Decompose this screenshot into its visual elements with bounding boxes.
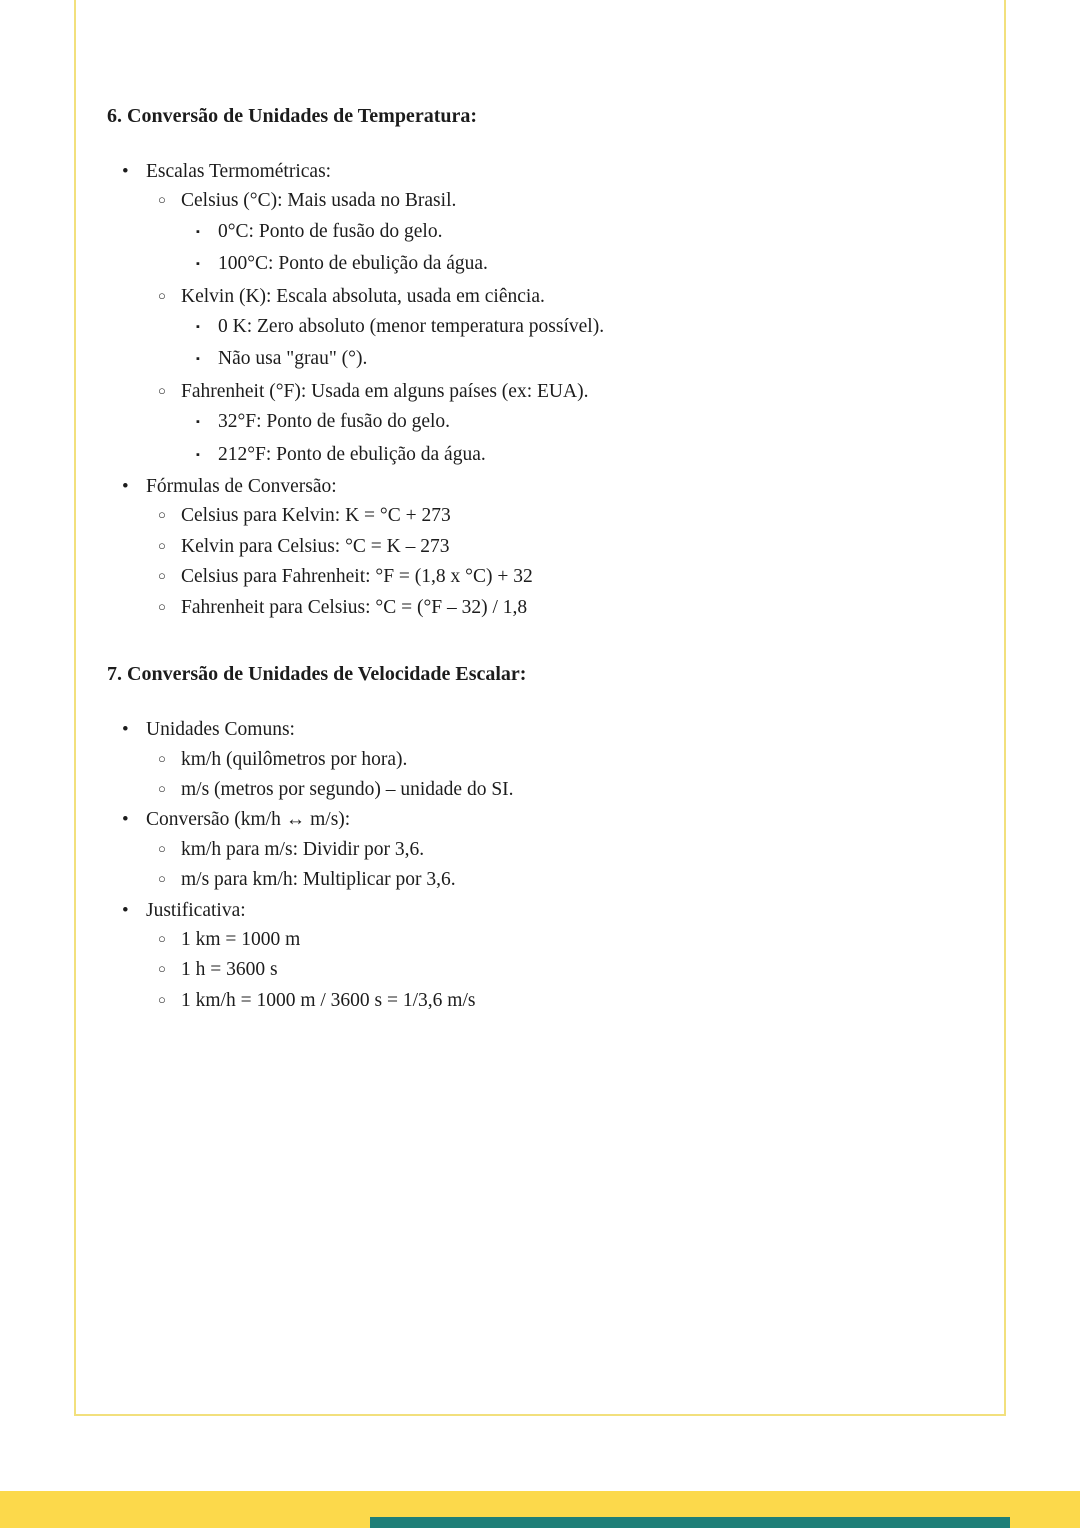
list-item-text: 0 K: Zero absoluto (menor temperatura possível).	[218, 316, 605, 338]
list-item-text: Fahrenheit (°F): Usada em alguns países (ex: EUA).	[181, 380, 589, 402]
list-item	[107, 715, 947, 744]
list-item	[107, 407, 947, 439]
list-item	[107, 925, 947, 955]
circle-bullet-icon: ○	[158, 537, 166, 553]
bottom-teal-bar	[370, 1517, 1010, 1528]
list-item-text: 32°F: Ponto de fusão do gelo.	[218, 411, 451, 433]
bullet-icon: •	[122, 899, 129, 921]
list-item-text: m/s para km/h: Multiplicar por 3,6.	[181, 869, 456, 891]
list-item-text: Conversão (km/h ↔ m/s):	[146, 809, 351, 831]
list-item-text: km/h (quilômetros por hora).	[181, 748, 408, 770]
section-heading: 7. Conversão de Unidades de Velocidade Escalar:	[107, 663, 527, 686]
list-item	[107, 501, 947, 531]
circle-bullet-icon: ○	[158, 840, 166, 856]
list-item-text: m/s (metros por segundo) – unidade do SI.	[181, 778, 514, 800]
circle-bullet-icon: ○	[158, 568, 166, 584]
list-item-text: Fahrenheit para Celsius: °C = (°F – 32) / 1,8	[181, 596, 528, 618]
list-item	[107, 835, 947, 865]
list-item	[107, 282, 947, 312]
list-item	[107, 986, 947, 1016]
bullet-icon: •	[122, 809, 129, 831]
list-item-text: 212°F: Ponto de ebulição da água.	[218, 443, 486, 465]
list-item	[107, 805, 947, 834]
list-item-text: Celsius para Fahrenheit: °F = (1,8 x °C) + 32	[181, 566, 533, 588]
list-item-text: km/h para m/s: Dividir por 3,6.	[181, 838, 425, 860]
list-item	[107, 440, 947, 472]
list-item	[107, 312, 947, 344]
circle-bullet-icon: ○	[158, 192, 166, 208]
circle-bullet-icon: ○	[158, 961, 166, 977]
list-item-text: 1 h = 3600 s	[181, 959, 278, 981]
bullet-icon: •	[122, 719, 129, 741]
bullet-icon: •	[122, 161, 129, 182]
section-list	[107, 157, 947, 623]
list-item-text: Justificativa:	[146, 899, 246, 921]
list-item-text: Celsius para Kelvin: K = °C + 273	[181, 505, 451, 527]
square-bullet-icon: ▪	[196, 416, 200, 429]
list-item-text: Fórmulas de Conversão:	[146, 476, 337, 498]
square-bullet-icon: ▪	[196, 225, 200, 238]
section-heading: 6. Conversão de Unidades de Temperatura:	[107, 105, 478, 127]
list-item-text: Não usa "grau" (°).	[218, 348, 368, 370]
list-item-text: Celsius (°C): Mais usada no Brasil.	[181, 190, 457, 212]
list-item-text: 1 km = 1000 m	[181, 928, 301, 950]
list-item	[107, 186, 947, 216]
list-item-text: Kelvin (K): Escala absoluta, usada em ciência.	[181, 285, 545, 307]
list-item	[107, 344, 947, 376]
list-item	[107, 377, 947, 407]
list-item-text: Unidades Comuns:	[146, 719, 295, 741]
circle-bullet-icon: ○	[158, 382, 166, 398]
list-item	[107, 562, 947, 592]
circle-bullet-icon: ○	[158, 598, 166, 614]
circle-bullet-icon: ○	[158, 871, 166, 887]
list-item-text: 1 km/h = 1000 m / 3600 s = 1/3,6 m/s	[181, 989, 476, 1011]
list-item	[107, 775, 947, 805]
list-item	[107, 745, 947, 775]
list-item	[107, 249, 947, 281]
list-item-text: Kelvin para Celsius: °C = K – 273	[181, 535, 450, 557]
square-bullet-icon: ▪	[196, 321, 200, 334]
circle-bullet-icon: ○	[158, 991, 166, 1007]
circle-bullet-icon: ○	[158, 287, 166, 303]
square-bullet-icon: ▪	[196, 448, 200, 461]
section-list	[107, 715, 947, 1016]
list-item	[107, 593, 947, 623]
list-item	[107, 865, 947, 895]
list-item	[107, 217, 947, 249]
circle-bullet-icon: ○	[158, 507, 166, 523]
list-item-text: Escalas Termométricas:	[146, 161, 332, 182]
list-item	[107, 157, 947, 186]
bullet-icon: •	[122, 476, 129, 498]
list-item	[107, 532, 947, 562]
circle-bullet-icon: ○	[158, 750, 166, 766]
square-bullet-icon: ▪	[196, 258, 200, 271]
list-item-text: 100°C: Ponto de ebulição da água.	[218, 253, 488, 275]
list-item	[107, 955, 947, 985]
circle-bullet-icon: ○	[158, 780, 166, 796]
square-bullet-icon: ▪	[196, 353, 200, 366]
circle-bullet-icon: ○	[158, 930, 166, 946]
document-content	[107, 103, 947, 1054]
list-item	[107, 896, 947, 925]
list-item-text: 0°C: Ponto de fusão do gelo.	[218, 220, 443, 242]
list-item	[107, 472, 947, 501]
